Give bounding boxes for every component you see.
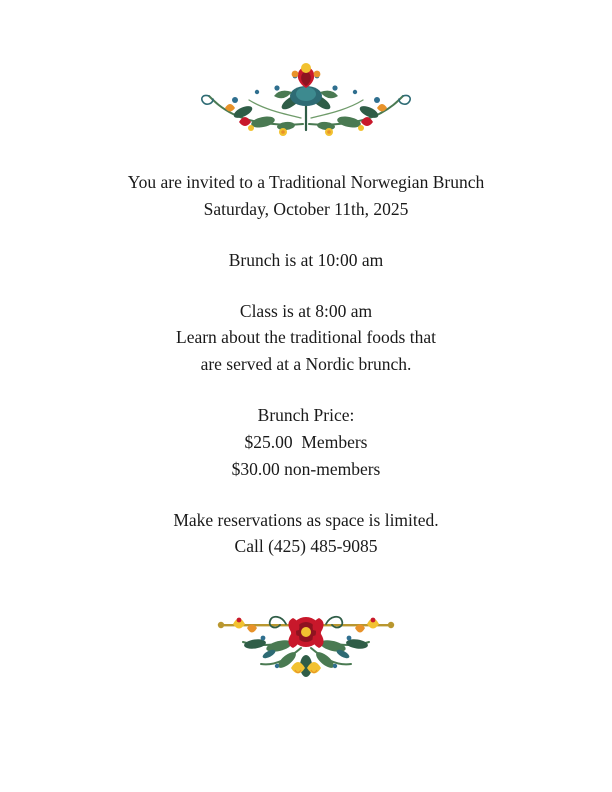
brunch-time-block — [76, 247, 536, 274]
class-description-line-1: Learn about the traditional foods that — [176, 327, 436, 348]
price-non-members: $30.00 non-members — [231, 458, 381, 479]
price-heading: Brunch Price: — [257, 405, 355, 426]
class-block — [76, 298, 536, 379]
brunch-time-line: Brunch is at 10:00 am — [228, 249, 384, 270]
invitation-text — [76, 169, 536, 560]
invitation-line-2: Saturday, October 11th, 2025 — [203, 198, 409, 219]
class-description-line-2: are served at a Nordic brunch. — [200, 354, 412, 375]
class-time-line: Class is at 8:00 am — [239, 300, 373, 321]
reservations-block — [76, 507, 536, 561]
rosemaling-floral-ornament-bottom-icon — [191, 604, 421, 684]
invitation-heading-block — [76, 169, 536, 223]
rosemaling-floral-ornament-top-icon — [191, 52, 421, 147]
phone-line: Call (425) 485-9085 — [234, 536, 378, 557]
invitation-line-1: You are invited to a Traditional Norwegian Brunch — [127, 172, 485, 192]
price-block — [76, 402, 536, 483]
reservations-line: Make reservations as space is limited. — [173, 509, 439, 530]
price-members: $25.00 Members — [244, 431, 368, 452]
